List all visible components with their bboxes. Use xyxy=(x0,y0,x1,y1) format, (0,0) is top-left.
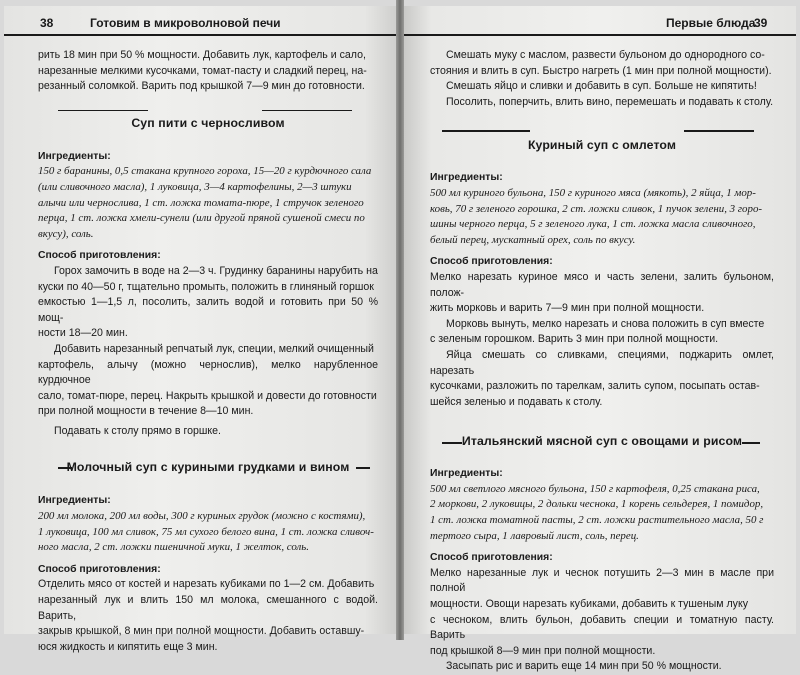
right-page-header xyxy=(404,6,796,36)
method-label: Способ приготовления: xyxy=(38,250,161,262)
text-line: Яйца смешать со сливками, специями, поджарить омлет, нарезать xyxy=(430,348,774,377)
right-page-content xyxy=(430,48,774,675)
text-line: закрыв крышкой, 8 мин при полной мощности. Добавить оставшу- xyxy=(38,625,365,638)
intro-paragraph xyxy=(430,48,774,79)
method-paragraph xyxy=(430,348,774,410)
text-line: кусочками, разложить по тарелкам, залить супом, посыпать остав- xyxy=(430,380,760,393)
left-page-content xyxy=(38,48,378,655)
recipe-heading-block xyxy=(38,110,378,136)
text-line: юся жидкость и кипятить еще 3 мин. xyxy=(38,640,218,653)
text-line: рить 18 мин при 50 % мощности. Добавить лук, картофель и сало, xyxy=(38,49,366,61)
text-line: резанный соломкой. Варить под крышкой 7—9 мин до готовности. xyxy=(38,80,365,93)
ingredients-label: Ингредиенты: xyxy=(430,172,503,184)
text-line: мощности. Овощи нарезать кубиками, добавить к тушеным луку xyxy=(430,598,749,611)
recipe-title: Куриный суп с омлетом xyxy=(527,138,677,153)
method-paragraph xyxy=(38,577,378,655)
method-label: Способ приготовления: xyxy=(430,552,553,564)
text-line: с чесноком, влить бульон, добавить специи и томатную пасту. Варить xyxy=(430,613,774,642)
intro-paragraph: Смешать яйцо и сливки и добавить в суп. Больше не кипятить! xyxy=(446,80,757,93)
ingredients-list xyxy=(38,164,378,242)
ingredients-list xyxy=(430,186,774,248)
right-running-title: Первые блюда xyxy=(666,16,756,30)
text-line: жить морковь и варить 7—9 мин при полной мощности. xyxy=(430,302,705,315)
left-page-number: 38 xyxy=(40,16,54,30)
left-page-header xyxy=(4,6,396,36)
heading-rule xyxy=(684,130,754,132)
right-page-number: 39 xyxy=(754,16,768,30)
text-line: ности 18—20 мин. xyxy=(38,327,128,340)
ingredients-label: Ингредиенты: xyxy=(38,150,111,162)
method-paragraph: Подавать к столу прямо в горшке. xyxy=(54,424,221,437)
text-line: (или сливочного масла), 1 луковица, 3—4 картофелины, 2—3 штуки xyxy=(38,180,352,193)
text-line: 2 моркови, 2 луковицы, 2 дольки чеснока, 1 корень сельдерея, 1 помидор, xyxy=(430,498,764,511)
recipe-heading-block xyxy=(430,428,774,454)
heading-rule xyxy=(442,130,530,132)
text-line: тертого сыра, 1 лавровый лист, соль, перец. xyxy=(430,529,639,542)
text-line: перца, 1 ст. ложка хмели-сунели (или другой пряной сушеной смеси по xyxy=(38,212,365,225)
ingredients-label: Ингредиенты: xyxy=(430,468,503,480)
text-line: 1 луковица, 100 мл сливок, 75 мл сухого белого вина, 1 ст. ложка сливоч- xyxy=(38,525,374,538)
method-label: Способ приготовления: xyxy=(430,256,553,268)
text-line: стояния и влить в суп. Быстро нагреть (1 мин при полной мощности). xyxy=(430,64,772,77)
text-line: нарезанный лук и влить 150 мл молока, смешанного с водой. Варить, xyxy=(38,594,378,622)
method-paragraph xyxy=(430,270,774,317)
ingredients-label: Ингредиенты: xyxy=(38,495,111,507)
left-running-title: Готовим в микроволновой печи xyxy=(90,16,281,30)
method-paragraph xyxy=(430,566,774,660)
text-line: алычи или чернослива, 1 ст. ложка томата-пюре, 1 стручок зеленого xyxy=(38,196,364,209)
text-line: Смешать муку с маслом, развести бульоном до однородного со- xyxy=(446,49,765,61)
header-rule xyxy=(404,34,796,36)
method-label: Способ приготовления: xyxy=(38,563,161,575)
text-line: куски по 40—50 г, тщательно промыть, положить в глиняный горшок xyxy=(38,280,374,293)
heading-rule xyxy=(58,110,148,112)
left-page xyxy=(4,6,396,653)
text-line: 150 г баранины, 0,5 стакана крупного гороха, 15—20 г курдючного сала xyxy=(38,165,372,178)
text-line: 500 мл светлого мясного бульона, 150 г картофеля, 0,25 стакана риса, xyxy=(430,482,760,495)
recipe-heading-block xyxy=(430,130,774,156)
header-rule xyxy=(4,34,396,36)
text-line: 500 мл куриного бульона, 150 г куриного мяса (мякоть), 2 яйца, 1 мор- xyxy=(430,186,756,199)
heading-rule xyxy=(262,110,352,112)
text-line: с зеленым горошком. Варить 3 мин при полной мощности. xyxy=(430,333,719,346)
recipe-title: Итальянский мясной суп с овощами и рисом xyxy=(461,434,743,449)
method-paragraph xyxy=(38,342,378,420)
text-line: Мелко нарезать куриное мясо и часть зелени, залить бульоном, полож- xyxy=(430,270,774,299)
text-line: картофель, алычу (можно чернослив), мелко нарубленное курдючное xyxy=(38,358,378,387)
book-gutter xyxy=(396,0,404,640)
text-line: шины черного перца, 5 г зеленого лука, 1 ст. ложка масла сливочного, xyxy=(430,218,756,231)
text-line: Мелко нарезанные лук и чеснок потушить 2—3 мин в масле при полной xyxy=(430,566,774,595)
method-paragraph xyxy=(38,264,378,342)
method-paragraph: Засыпать рис и варить еще 14 мин при 50 % мощности. xyxy=(446,660,722,673)
text-line: Отделить мясо от костей и нарезать кубиками по 1—2 см. Добавить xyxy=(38,578,375,591)
text-line: при полной мощности в течение 8—10 мин. xyxy=(38,405,254,418)
method-paragraph xyxy=(430,317,774,348)
text-line: белый перец, мускатный орех, соль по вкусу. xyxy=(430,233,636,246)
text-line: Морковь вынуть, мелко нарезать и снова положить в суп вместе xyxy=(446,317,765,330)
text-line: вкусу), соль. xyxy=(38,227,94,240)
text-line: под крышкой 8—9 мин при полной мощности. xyxy=(430,644,656,657)
text-line: ковь, 70 г зеленого горошка, 2 ст. ложки сливок, 1 пучок зелени, 3 горо- xyxy=(430,202,763,215)
text-line: шейся зеленью и подавать к столу. xyxy=(430,395,603,408)
right-page xyxy=(404,6,796,673)
ingredients-list xyxy=(430,482,774,544)
text-line: ного масла, 2 ст. ложки пшеничной муки, 1 желток, соль. xyxy=(38,541,309,554)
text-line: емкостью 1—1,5 л, посолить, залить водой и готовить при 50 % мощ- xyxy=(38,296,378,324)
recipe-heading-block xyxy=(38,454,378,480)
text-line: нарезанные мелкими кусочками, томат-пасту и сладкий перец, на- xyxy=(38,64,367,77)
ingredients-list xyxy=(38,509,378,556)
text-line: 1 ст. ложка томатной пасты, 2 ст. ложки растительного масла, 50 г xyxy=(430,514,764,527)
intro-paragraph xyxy=(38,48,378,95)
text-line: 200 мл молока, 200 мл воды, 300 г куриных грудок (можно с костями), xyxy=(38,510,366,523)
text-line: сало, томат-пюре, перец. Накрыть крышкой и довести до готовности xyxy=(38,389,377,402)
recipe-title: Молочный суп с куриными грудками и вином xyxy=(66,460,350,475)
recipe-title: Суп пити с черносливом xyxy=(131,115,285,130)
text-line: Горох замочить в воде на 2—3 ч. Грудинку баранины нарубить на xyxy=(54,264,378,277)
intro-paragraph: Посолить, поперчить, влить вино, перемешать и подавать к столу. xyxy=(446,95,774,108)
text-line: Добавить нарезанный репчатый лук, специи, мелкий очищенный xyxy=(54,342,374,355)
